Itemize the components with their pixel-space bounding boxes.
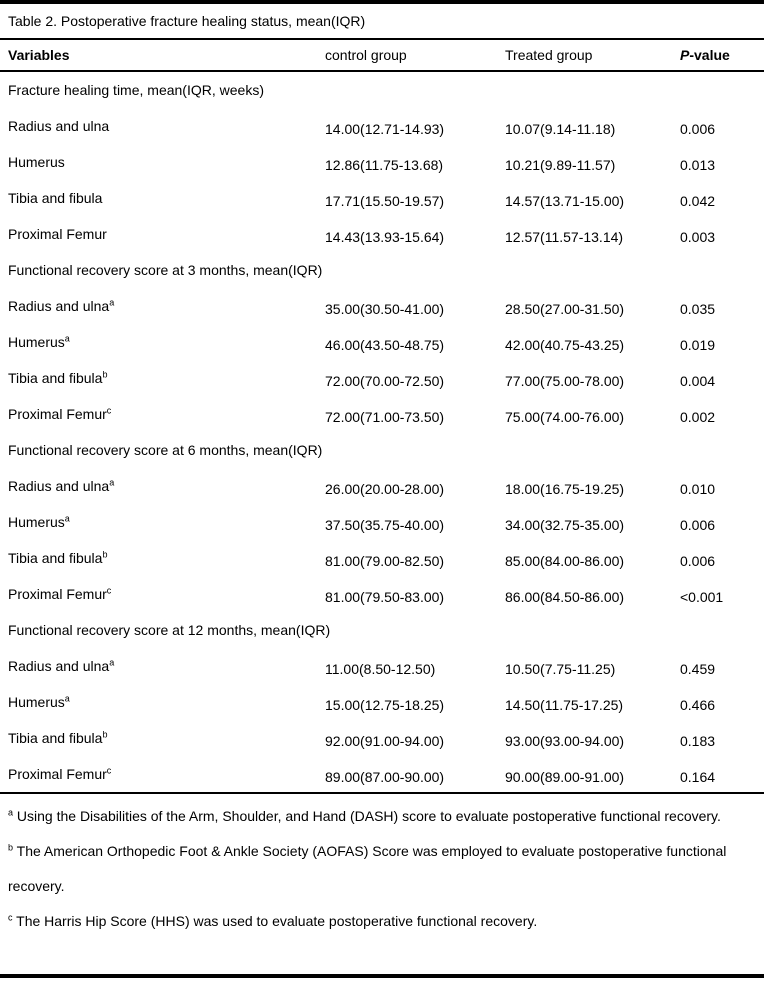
footnote-marker: b bbox=[8, 842, 14, 853]
treated-group-cell: 34.00(32.75-35.00) bbox=[505, 517, 625, 533]
control-group-cell: 72.00(70.00-72.50) bbox=[325, 373, 445, 389]
treated-group-cell: 86.00(84.50-86.00) bbox=[505, 589, 625, 605]
p-value-cell: 0.459 bbox=[680, 661, 716, 677]
table-row bbox=[0, 324, 764, 360]
treated-group-cell: 14.50(11.75-17.25) bbox=[505, 697, 624, 713]
treated-group-cell: 10.07(9.14-11.18) bbox=[505, 121, 616, 137]
treated-group-cell: 75.00(74.00-76.00) bbox=[505, 409, 625, 425]
table-row bbox=[0, 108, 764, 144]
table-footnotes bbox=[0, 794, 764, 974]
variable-superscript: c bbox=[106, 585, 112, 596]
treated-group-cell: 93.00(93.00-94.00) bbox=[505, 733, 625, 749]
variable-superscript: b bbox=[102, 549, 108, 560]
variable-cell: Tibia and fibula bbox=[8, 190, 103, 206]
control-group-cell: 89.00(87.00-90.00) bbox=[325, 769, 445, 785]
treated-group-cell: 90.00(89.00-91.00) bbox=[505, 769, 625, 785]
footnote-marker: c bbox=[8, 912, 13, 923]
variable-cell: Proximal Femur$^c$ bbox=[8, 765, 112, 782]
control-group-cell: 14.43(13.93-15.64) bbox=[325, 229, 445, 245]
control-group-cell: 26.00(20.00-28.00) bbox=[325, 481, 445, 497]
section-header-label: Fracture healing time, mean(IQR, weeks) bbox=[8, 82, 264, 98]
table-row bbox=[0, 216, 764, 252]
treated-group-cell: 12.57(11.57-13.14) bbox=[505, 229, 624, 245]
p-value-cell: 0.003 bbox=[680, 229, 716, 245]
table-row bbox=[0, 720, 764, 756]
treated-group-cell: 77.00(75.00-78.00) bbox=[505, 373, 625, 389]
p-value-cell: 0.164 bbox=[680, 769, 716, 785]
table-header-row bbox=[0, 40, 764, 72]
variable-cell: Radius and ulna bbox=[8, 118, 110, 134]
footnote: $^b$ The American Orthopedic Foot & Ankle Society (AOFAS) Score was employed to evaluate postoperative functional recovery. bbox=[8, 842, 727, 894]
variable-superscript: a bbox=[64, 333, 70, 344]
variable-superscript: c bbox=[106, 765, 112, 776]
column-header-control-group: control group bbox=[325, 47, 407, 63]
variable-superscript: a bbox=[64, 693, 70, 704]
p-value-italic-p: P bbox=[680, 47, 690, 63]
p-value-cell: 0.466 bbox=[680, 697, 716, 713]
p-value-cell: 0.002 bbox=[680, 409, 716, 425]
variable-superscript: b bbox=[102, 369, 108, 380]
variable-cell: Tibia and fibula$^b$ bbox=[8, 549, 108, 566]
variable-cell: Tibia and fibula$^b$ bbox=[8, 369, 108, 386]
control-group-cell: 11.00(8.50-12.50) bbox=[325, 661, 436, 677]
p-value-cell: 0.035 bbox=[680, 301, 716, 317]
control-group-cell: 14.00(12.71-14.93) bbox=[325, 121, 445, 137]
treated-group-cell: 14.57(13.71-15.00) bbox=[505, 193, 625, 209]
control-group-cell: 81.00(79.50-83.00) bbox=[325, 589, 445, 605]
table-title: Table 2. Postoperative fracture healing status, mean(IQR) bbox=[8, 13, 366, 29]
p-value-cell: 0.019 bbox=[680, 337, 716, 353]
section-header-label: Functional recovery score at 12 months, mean(IQR) bbox=[8, 622, 331, 638]
p-value-cell: 0.006 bbox=[680, 553, 716, 569]
table-row bbox=[0, 576, 764, 612]
p-value-cell: 0.006 bbox=[680, 121, 716, 137]
table-row bbox=[0, 288, 764, 324]
variable-cell: Radius and ulna$^a$ bbox=[8, 657, 115, 674]
table-row bbox=[0, 180, 764, 216]
variable-cell: Proximal Femur$^c$ bbox=[8, 585, 112, 602]
column-header-p-value bbox=[680, 47, 764, 63]
treated-group-cell: 85.00(84.00-86.00) bbox=[505, 553, 625, 569]
p-value-cell: <0.001 bbox=[680, 589, 724, 605]
section-header-row bbox=[0, 72, 764, 108]
table-body bbox=[0, 72, 764, 794]
variable-superscript: a bbox=[109, 477, 115, 488]
table-row bbox=[0, 648, 764, 684]
variable-cell: Humerus$^a$ bbox=[8, 513, 70, 530]
p-value-cell: 0.006 bbox=[680, 517, 716, 533]
variable-cell: Humerus bbox=[8, 154, 65, 170]
control-group-cell: 17.71(15.50-19.57) bbox=[325, 193, 445, 209]
variable-cell: Proximal Femur$^c$ bbox=[8, 405, 112, 422]
control-group-cell: 12.86(11.75-13.68) bbox=[325, 157, 444, 173]
footnote-marker: a bbox=[8, 807, 14, 818]
section-header-label: Functional recovery score at 3 months, mean(IQR) bbox=[8, 262, 323, 278]
table-row bbox=[0, 468, 764, 504]
p-value-cell: 0.010 bbox=[680, 481, 716, 497]
column-header-variables: Variables bbox=[8, 47, 70, 63]
table-row bbox=[0, 504, 764, 540]
control-group-cell: 15.00(12.75-18.25) bbox=[325, 697, 445, 713]
table-row bbox=[0, 756, 764, 792]
control-group-cell: 72.00(71.00-73.50) bbox=[325, 409, 445, 425]
control-group-cell: 37.50(35.75-40.00) bbox=[325, 517, 445, 533]
control-group-cell: 92.00(91.00-94.00) bbox=[325, 733, 445, 749]
variable-superscript: a bbox=[64, 513, 70, 524]
p-value-cell: 0.013 bbox=[680, 157, 716, 173]
section-header-label: Functional recovery score at 6 months, mean(IQR) bbox=[8, 442, 323, 458]
variable-superscript: a bbox=[109, 297, 115, 308]
treated-group-cell: 10.50(7.75-11.25) bbox=[505, 661, 616, 677]
control-group-cell: 35.00(30.50-41.00) bbox=[325, 301, 445, 317]
table-row bbox=[0, 540, 764, 576]
section-header-row bbox=[0, 432, 764, 468]
p-value-cell: 0.042 bbox=[680, 193, 716, 209]
table-row bbox=[0, 144, 764, 180]
variable-cell: Tibia and fibula$^b$ bbox=[8, 729, 108, 746]
control-group-cell: 46.00(43.50-48.75) bbox=[325, 337, 445, 353]
section-header-row bbox=[0, 612, 764, 648]
bottom-rule bbox=[0, 974, 764, 978]
variable-superscript: a bbox=[109, 657, 115, 668]
footnote: $^a$ Using the Disabilities of the Arm, Shoulder, and Hand (DASH) score to evaluate postoperative functional recovery. bbox=[8, 807, 721, 824]
table-title-row bbox=[0, 4, 764, 40]
treated-group-cell: 28.50(27.00-31.50) bbox=[505, 301, 625, 317]
control-group-cell: 81.00(79.00-82.50) bbox=[325, 553, 445, 569]
p-value-cell: 0.183 bbox=[680, 733, 716, 749]
table-row bbox=[0, 684, 764, 720]
table-row bbox=[0, 360, 764, 396]
footnote: $^c$ The Harris Hip Score (HHS) was used to evaluate postoperative functional recovery. bbox=[8, 912, 538, 929]
treated-group-cell: 18.00(16.75-19.25) bbox=[505, 481, 625, 497]
variable-cell: Radius and ulna$^a$ bbox=[8, 477, 115, 494]
p-value-cell: 0.004 bbox=[680, 373, 716, 389]
treated-group-cell: 42.00(40.75-43.25) bbox=[505, 337, 625, 353]
p-value-suffix: -value bbox=[689, 47, 730, 63]
variable-cell: Radius and ulna$^a$ bbox=[8, 297, 115, 314]
variable-cell: Humerus$^a$ bbox=[8, 333, 70, 350]
section-header-row bbox=[0, 252, 764, 288]
variable-superscript: c bbox=[106, 405, 112, 416]
column-header-treated-group: Treated group bbox=[505, 47, 593, 63]
treated-group-cell: 10.21(9.89-11.57) bbox=[505, 157, 616, 173]
variable-cell: Proximal Femur bbox=[8, 226, 107, 242]
variable-superscript: b bbox=[102, 729, 108, 740]
variable-cell: Humerus$^a$ bbox=[8, 693, 70, 710]
table-row bbox=[0, 396, 764, 432]
